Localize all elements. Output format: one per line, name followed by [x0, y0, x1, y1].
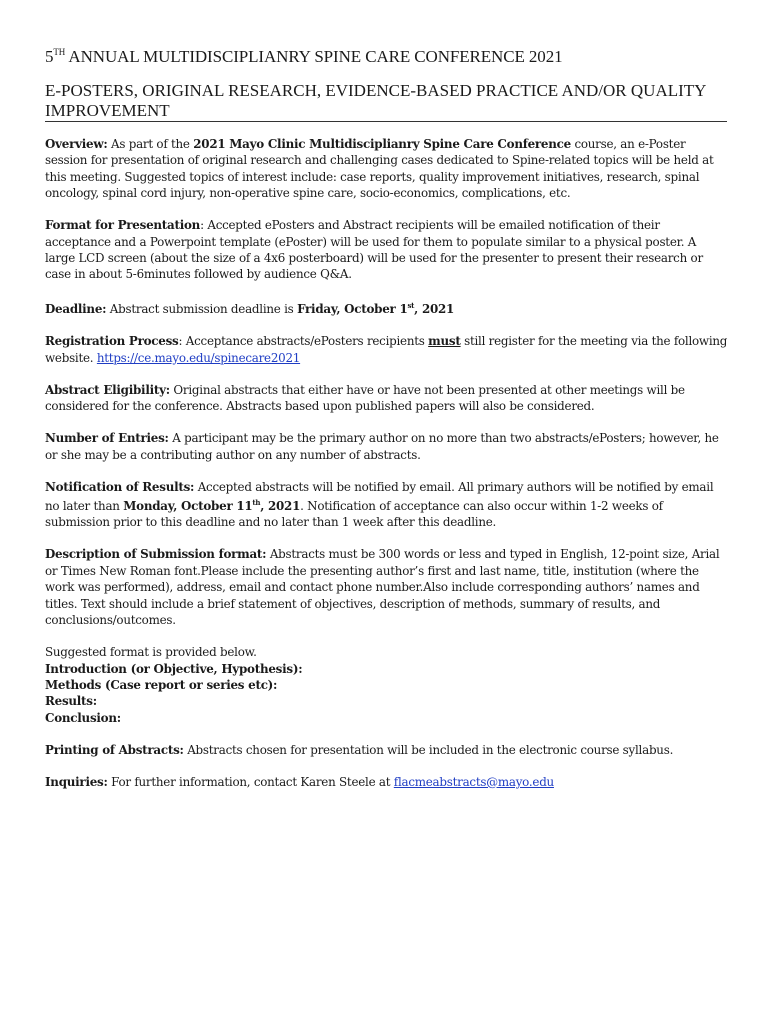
heading-divider [45, 121, 727, 122]
printing-paragraph: Printing of Abstracts: Abstracts chosen for presentation will be included in the electronic course syllabus. [45, 742, 674, 757]
notification-label: Notification of Results: [45, 479, 195, 494]
document-body [45, 136, 728, 806]
overview-paragraph: Overview: As part of the 2021 Mayo Clinic Multidisciplianry Spine Care Conference course, an e-Poster session for presentation of original research and challenging cases dedicated to Spine-related topics will be held at this meeting. Suggested topics of interest include: case reports, quality improvement initiatives, research, spinal oncology, spinal cord injury, non-operative spine care, socio-economics, complications, etc. [45, 137, 714, 201]
deadline-date: Friday, October 1st, 2021 [297, 301, 455, 317]
notification-date: Monday, October 11th, 2021 [123, 498, 301, 514]
suggested-format-list [45, 661, 728, 727]
document-subtitle: E-POSTERS, ORIGINAL RESEARCH, EVIDENCE-BASED PRACTICE AND/OR QUALITY IMPROVEMENT [45, 81, 706, 120]
format-presentation-paragraph: Format for Presentation: Accepted ePosters and Abstract recipients will be emailed notification of their acceptance and a Powerpoint template (ePoster) will be used for them to populate similar to a physical poster. A large LCD screen (about the size of a 4x6 posterboard) will be used for the presenter to present their research or case in about 5-6minutes followed by audience Q&A. [45, 218, 703, 282]
eligibility-label: Abstract Eligibility: [45, 382, 170, 397]
list-item: Methods (Case report or series etc): [45, 677, 278, 692]
overview-label: Overview: [45, 137, 108, 151]
deadline-label: Deadline: [45, 302, 107, 317]
registration-paragraph: Registration Process: Acceptance abstracts/ePosters recipients must still register for the meeting via the following website. https://ce.mayo.edu/spinecare2021 [45, 334, 728, 365]
inquiries-label: Inquiries: [45, 774, 108, 789]
eligibility-paragraph: Abstract Eligibility: Original abstracts that either have or have not been presented at other meetings will be considered for the conference. Abstracts based upon published papers will also be considered. [45, 382, 685, 414]
description-paragraph: Description of Submission format: Abstracts must be 300 words or less and typed in English, 12-point size, Arial or Times New Roman font.Please include the presenting author’s first and last name, title, institution (where the work was performed), address, email and contact phone number.Also include corresponding authors’ names and titles. Text should include a brief statement of objectives, description of methods, summary of results, and conclusions/outcomes. [45, 547, 720, 628]
list-item: Results: [45, 694, 97, 709]
printing-label: Printing of Abstracts: [45, 742, 184, 757]
conference-title: 5TH ANNUAL MULTIDISCIPLIANRY SPINE CARE CONFERENCE 2021 [45, 47, 563, 66]
must-emphasis: must [428, 334, 461, 349]
list-item: Introduction (or Objective, Hypothesis): [45, 661, 303, 676]
registration-link[interactable]: https://ce.mayo.edu/spinecare2021 [96, 350, 301, 365]
suggested-format-intro: Suggested format is provided below. [45, 645, 257, 660]
registration-label: Registration Process [45, 334, 179, 349]
notification-paragraph: Notification of Results: Accepted abstracts will be notified by email. All primary authors will be notified by email no later than Monday, October 11th, 2021. Notification of acceptance can also occur within 1-2 weeks of submission prior to this deadline and no later than 1 week after this deadline. [45, 479, 714, 530]
entries-label: Number of Entries: [45, 431, 169, 446]
description-label: Description of Submission format: [45, 547, 267, 562]
format-presentation-label: Format for Presentation [45, 218, 201, 233]
contact-email-link[interactable]: flacmeabstracts@mayo.edu [393, 774, 554, 789]
inquiries-paragraph: Inquiries: For further information, contact Karen Steele at flacmeabstracts@mayo.edu [45, 774, 554, 789]
course-name: 2021 Mayo Clinic Multidisciplianry Spine Care Conference [193, 137, 571, 151]
entries-paragraph: Number of Entries: A participant may be the primary author on no more than two abstracts/ePosters; however, he or she may be a contributing author on any number of abstracts. [45, 431, 719, 462]
deadline-paragraph: Deadline: Abstract submission deadline is Friday, October 1st, 2021 [45, 301, 455, 317]
list-item: Conclusion: [45, 710, 121, 725]
